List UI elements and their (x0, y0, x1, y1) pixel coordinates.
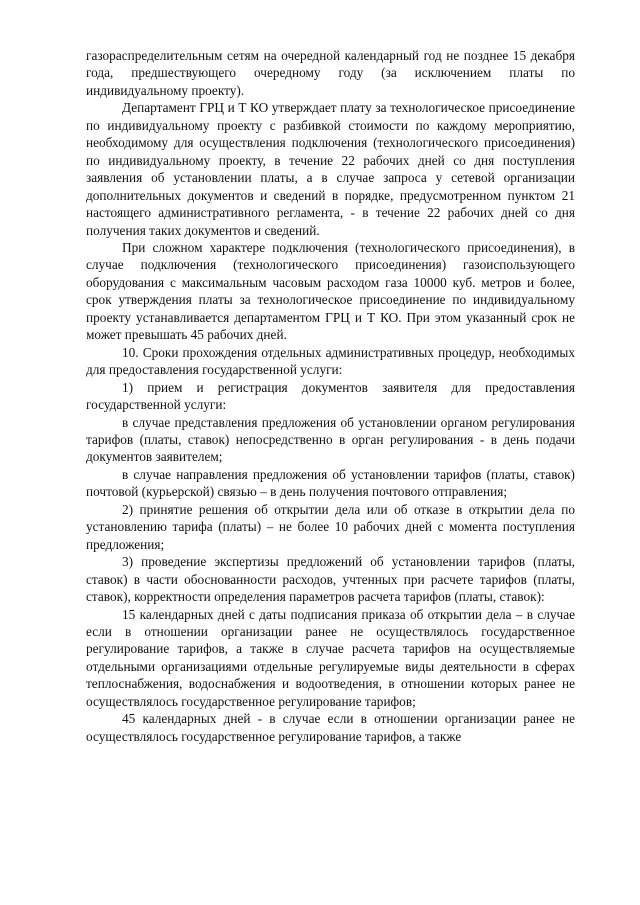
paragraph: газораспределительным сетям на очередной календарный год не позднее 15 декабря года, предшествующего очередному году (за исключением платы по индивидуальному проекту). (86, 48, 575, 98)
paragraph: 15 календарных дней с даты подписания приказа об открытии дела – в случае если в отношении организации ранее не осуществлялось государственное регулирование тарифов, а также в случае расчета тарифов на осуществляемые отдельными организациями отдельные регулируемые виды деятельности в сферах теплоснабжения, водоснабжения и водоотведения, в отношении которых ранее не осуществлялось государственное регулирование тарифов; (86, 606, 575, 709)
document-page (86, 47, 575, 745)
paragraph: в случае представления предложения об установлении органом регулирования тарифов (платы, ставок) непосредственно в орган регулирования - в день подачи документов заявителем; (86, 414, 575, 465)
paragraph: Департамент ГРЦ и Т КО утверждает плату за технологическое присоединение по индивидуальному проекту с разбивкой стоимости по каждому мероприятию, необходимому для осуществления подключения (технологического присоединения) по индивидуальному проекту, в течение 22 рабочих дней со дня поступления заявления об установлении платы, а в случае запроса у сетевой организации дополнительных документов и сведений в порядке, предусмотренном пунктом 21 настоящего административного регламента, - в течение 22 рабочих дней со дня получения таких документов и сведений. (86, 100, 575, 238)
paragraph: в случае направления предложения об установлении тарифов (платы, ставок) почтовой (курьерской) связью – в день получения почтового отправления; (86, 466, 575, 500)
paragraph: 3) проведение экспертизы предложений об установлении тарифов (платы, ставок) в части обоснованности расходов, учтенных при расчете тарифов (платы, ставок), корректности определения параметров расчета тарифов (платы, ставок): (86, 554, 575, 605)
paragraph: 2) принятие решения об открытии дела или об отказе в открытии дела по установлению тарифа (платы) – не более 10 рабочих дней с момента поступления предложения; (86, 501, 575, 552)
paragraph: 10. Сроки прохождения отдельных административных процедур, необходимых для предоставления государственной услуги: (86, 344, 575, 378)
paragraph: 45 календарных дней - в случае если в отношении организации ранее не осуществлялось государственное регулирование тарифов, а также (86, 711, 575, 744)
paragraph: При сложном характере подключения (технологического присоединения), в случае подключения (технологического присоединения) газоиспользующего оборудования с максимальным часовым расходом газа 10000 куб. метров и более, срок утверждения платы за технологическое присоединение по индивидуальному проекту устанавливается департаментом ГРЦ и Т КО. При этом указанный срок не может превышать 45 рабочих дней. (86, 239, 575, 343)
paragraph: 1) прием и регистрация документов заявителя для предоставления государственной услуги: (86, 379, 575, 413)
